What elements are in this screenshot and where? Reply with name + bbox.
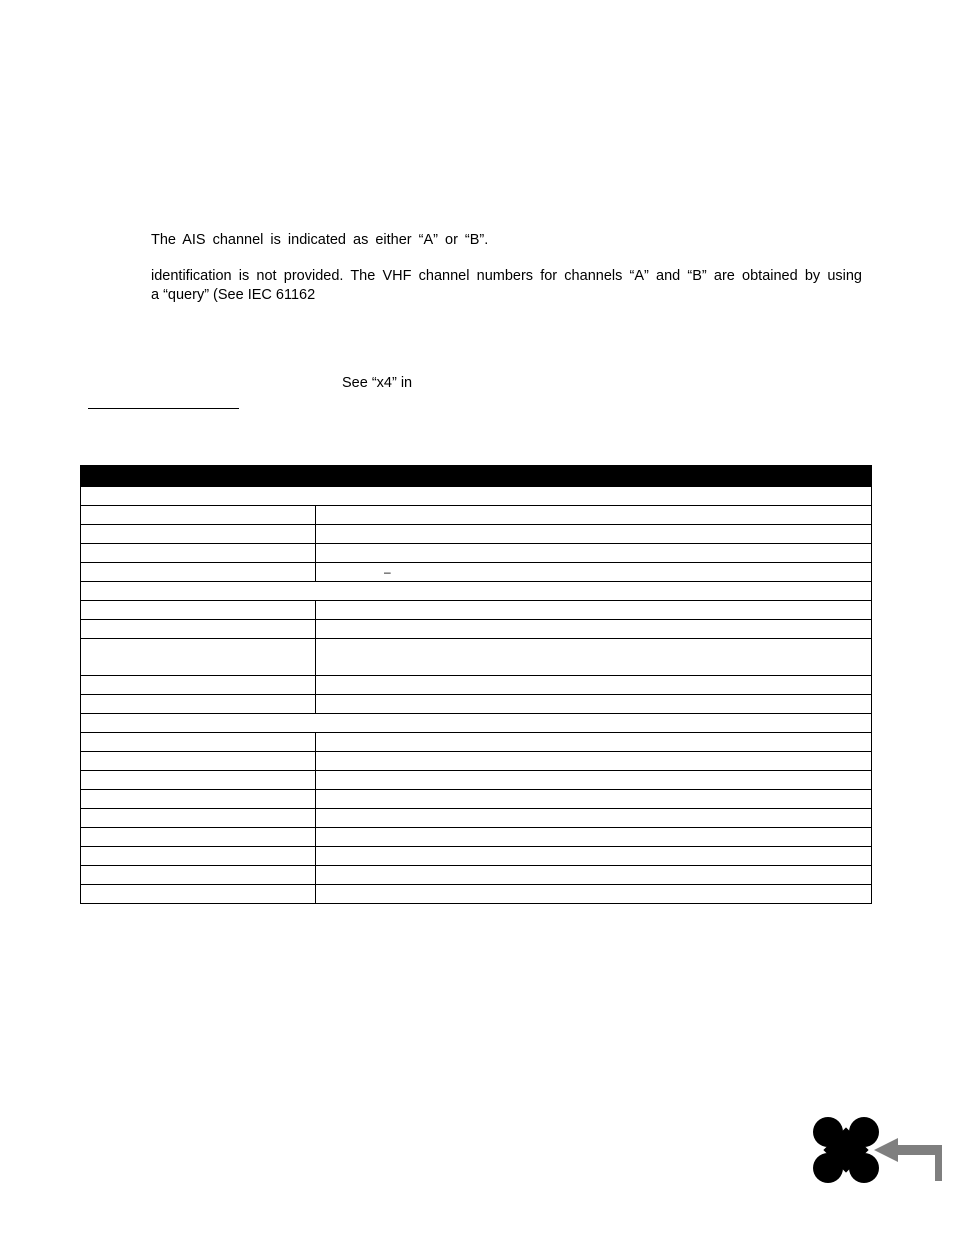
- vhf-channel-paragraph-line-1: identification is not provided. The VHF channel numbers for channels “A” and “B” are obtained by using: [151, 268, 862, 284]
- table-row: [81, 639, 872, 676]
- table-row: [81, 544, 872, 563]
- table-row: [81, 676, 872, 695]
- table-row: [81, 620, 872, 639]
- table-row: [81, 790, 872, 809]
- table-row: [81, 809, 872, 828]
- table-row: [81, 771, 872, 790]
- footnote-separator: [88, 408, 239, 409]
- vhf-channel-paragraph-line-2: a “query” (See IEC 61162: [151, 287, 316, 303]
- table-row: [81, 695, 872, 714]
- brand-logo: [806, 1110, 946, 1190]
- table-row: [81, 601, 872, 620]
- channel-note-paragraph: The AIS channel is indicated as either “A” or “B”.: [151, 232, 489, 248]
- table-row: [81, 828, 872, 847]
- table-section-row: [81, 714, 872, 733]
- dash-text: –: [384, 565, 391, 579]
- table-section-row: [81, 487, 872, 506]
- table-header-row: [81, 466, 872, 487]
- return-arrow-icon: [874, 1138, 942, 1181]
- data-table: [80, 465, 872, 904]
- table-row: [81, 733, 872, 752]
- table-row: [81, 847, 872, 866]
- table-row: [81, 563, 872, 582]
- table-row: [81, 752, 872, 771]
- see-note: See “x4” in: [342, 375, 413, 391]
- table-section-row: [81, 582, 872, 601]
- cross-mark-icon: [813, 1117, 879, 1183]
- table-row: [81, 866, 872, 885]
- table-row: [81, 885, 872, 904]
- table-row: [81, 525, 872, 544]
- table-row: [81, 506, 872, 525]
